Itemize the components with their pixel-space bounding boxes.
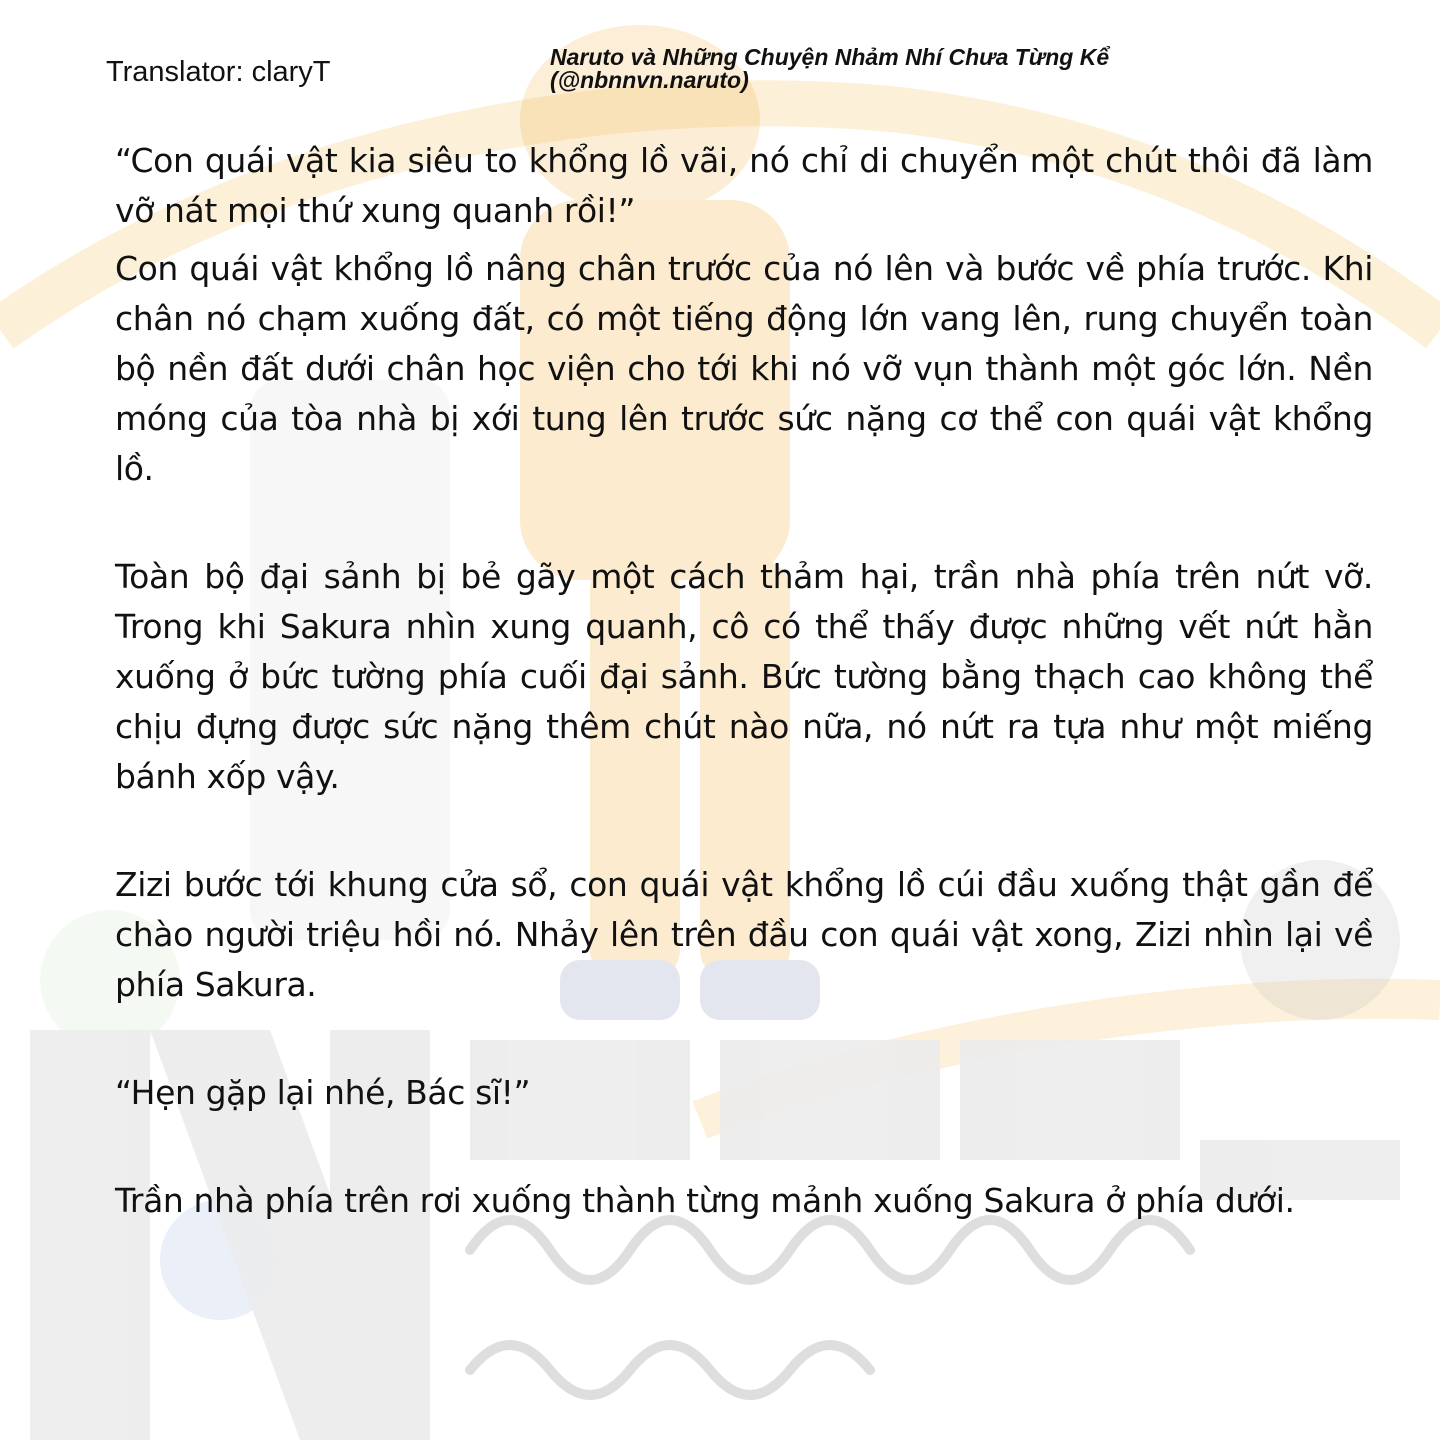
header: [0, 0, 1440, 120]
paragraph: Zizi bước tới khung cửa sổ, con quái vật khổng lồ cúi đầu xuống thật gần để chào người triệu hồi nó. Nhảy lên trên đầu con quái vật xong, Zizi nhìn lại về phía Sakura.: [115, 865, 1373, 1004]
source-credit: [550, 46, 1109, 92]
story-text: [115, 136, 1373, 1226]
source-handle: (@nbnnvn.naruto): [550, 67, 749, 93]
translator-credit: Translator: claryT: [106, 56, 331, 88]
paragraph: Toàn bộ đại sảnh bị bẻ gãy một cách thảm hại, trần nhà phía trên nứt vỡ. Trong khi Sakura nhìn xung quanh, cô có thể thấy được những vết nứt hằn xuống ở bức tường phía cuối đại sảnh. Bức tường bằng thạch cao không thể chịu đựng được sức nặng thêm chút nào nữa, nó nứt ra tựa như một miếng bánh xốp vậy.: [115, 557, 1373, 796]
source-title: Naruto và Những Chuyện Nhảm Nhí Chưa Từng Kể: [550, 44, 1110, 70]
paragraph: Trần nhà phía trên rơi xuống thành từng mảnh xuống Sakura ở phía dưới.: [115, 1181, 1295, 1220]
tagline-strokes: [470, 1220, 1190, 1395]
paragraph: “Hẹn gặp lại nhé, Bác sĩ!”: [115, 1073, 531, 1112]
paragraph: “Con quái vật kia siêu to khổng lồ vãi, nó chỉ di chuyển một chút thôi đã làm vỡ nát mọi thứ xung quanh rồi!”: [115, 141, 1373, 230]
paragraph: Con quái vật khổng lồ nâng chân trước của nó lên và bước về phía trước. Khi chân nó chạm xuống đất, có một tiếng động lớn vang lên, rung chuyển toàn bộ nền đất dưới chân học viện cho tới khi nó vỡ vụn thành một góc lớn. Nền móng của tòa nhà bị xới tung lên trước sức nặng cơ thể con quái vật khổng lồ.: [115, 249, 1373, 488]
